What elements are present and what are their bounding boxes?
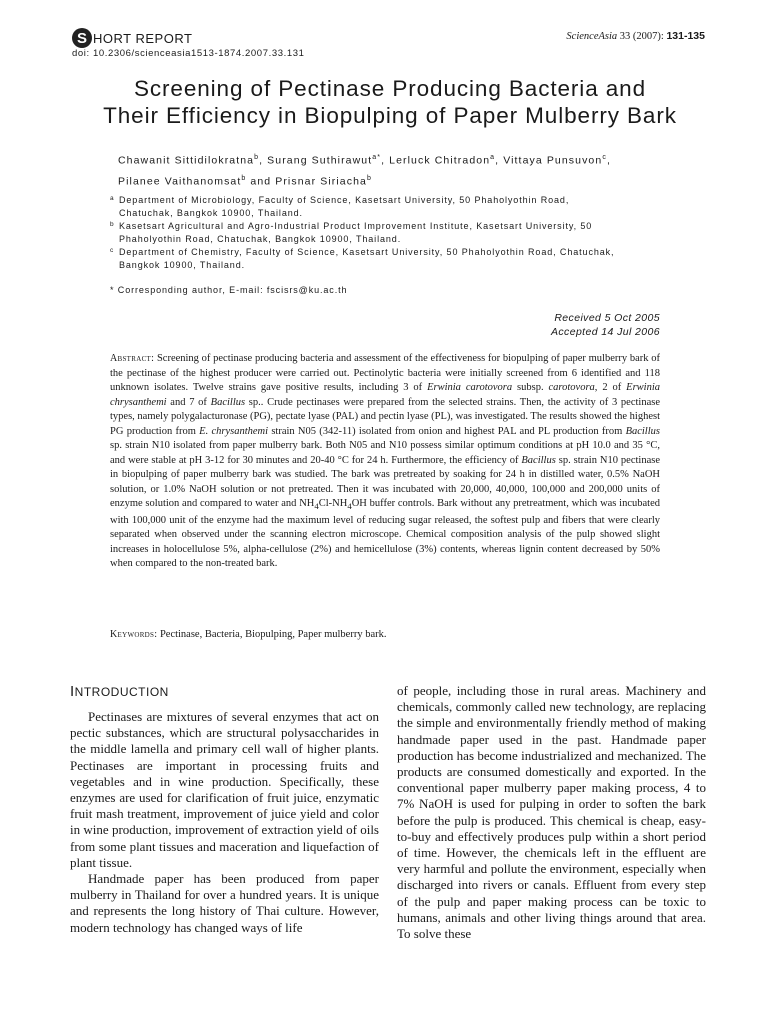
abstract-text: subsp.	[512, 382, 549, 393]
author-affiliation-mark: a	[490, 154, 496, 161]
author-separator: and	[246, 175, 276, 187]
subscript: 4	[347, 501, 352, 512]
affiliation-line: Department of Chemistry, Faculty of Science, Kasetsart University, 50 Phaholyothin Road, Chatuchak,	[119, 247, 615, 257]
affiliation-mark: a	[110, 195, 115, 202]
section-label: HORT REPORT	[93, 30, 193, 46]
abstract-text: sp.. Crude pectinases were prepared from the selected strains. Then, the activity of 3 pectinase types, namely polygalacturonase (PG), pectate lyase (PAL) and pectin lyase (PL), was investigated. The results showed the highest PG production from	[110, 396, 660, 437]
abstract-text: , 2 of	[594, 382, 627, 393]
keywords-label: Keywords:	[110, 629, 158, 640]
doi-link[interactable]: doi: 10.2306/scienceasia1513-1874.2007.33.131	[72, 48, 305, 59]
author-affiliation-mark: a*	[372, 154, 382, 161]
affiliation-mark: c	[110, 247, 115, 254]
heading-text: NTRODUCTION	[74, 685, 169, 699]
author-affiliation-mark: b	[241, 174, 247, 182]
affiliation-line: Kasetsart Agricultural and Agro-Industrial Product Improvement Institute, Kasetsart University, 50	[119, 221, 593, 231]
author-separator: ,	[495, 154, 504, 167]
affiliation-item	[110, 220, 680, 246]
affiliation-mark: b	[110, 221, 115, 228]
species-name: carotovora	[548, 382, 595, 393]
species-name: E. chrysanthemi	[199, 425, 269, 437]
body-column-right	[397, 683, 706, 942]
corresponding-author: * Corresponding author, E-mail: fscisrs@ku.ac.th	[110, 285, 348, 295]
author-separator: ,	[259, 154, 268, 167]
body-paragraph: of people, including those in rural areas. Machinery and chemicals, commonly called new technology, are replacing the simple and environmentally friendly method of making handmade paper used in the past. Handmade paper production has become industrialized and mechanized. The products are consumed domestically and exported. In the conventional paper mulberry paper making process, 4 to 7% NaOH is used for pulping in order to soften the bark before the pulp is produced. This chemical is cheap, easy-to-buy and effectively produces pulp within a short period of time. However, the chemicals left in the effluent are very harmful and pollute the environment, especially when discharged into rivers or canals. Effluent from every step of the pulp and paper making process can be toxic to humans, animals and other living things around that area. To solve these	[397, 683, 706, 942]
accepted-date: Accepted 14 Jul 2006	[551, 326, 660, 338]
journal-volume: 33 (2007):	[617, 31, 667, 42]
author-name: Chawanit Sittidilokratna	[118, 154, 255, 167]
short-report-logo	[72, 27, 304, 49]
affiliation-line: Chatuchak, Bangkok 10900, Thailand.	[119, 208, 303, 218]
abstract-text: sp. strain N10 pectinase in biopulping of paper mulberry bark was studied. The bark was pretreated by soaking for 24 h in distilled water, 0.5% NaOH solution, or 1.0% NaOH solution or not pretreated. Then it was incubated with 20,000, 40,000, 100,000 and 200,000 units of enzyme solution and compared to water and NH	[110, 454, 660, 509]
species-name: Bacillus	[521, 454, 556, 466]
abstract-label: Abstract:	[110, 353, 155, 364]
species-name: Bacillus	[625, 425, 660, 437]
species-name: Bacillus	[210, 396, 246, 408]
author-name: Lerluck Chitradon	[389, 154, 491, 167]
author-name: Prisnar Siriacha	[275, 175, 367, 187]
article-title	[60, 75, 720, 129]
received-date: Received 5 Oct 2005	[554, 312, 660, 324]
abstract-text: sp. strain N10 isolated from paper mulberry bark. Both N05 and N10 possess similar optimum conditions at pH 10.0 and 35 °C, and were stable at pH 3-12 for 30 minutes and 20-40 °C for 24 h. Furthermore, the efficiency of	[110, 440, 660, 466]
author-list	[118, 149, 678, 190]
species-name: Erwinia carotovora	[427, 382, 513, 393]
body-paragraph: Handmade paper has been produced from paper mulberry in Thailand for over a hundred years. It is unique and represents the long history of Thai culture. However, modern technology has changed ways of life	[70, 871, 379, 935]
abstract-text: Screening of pectinase producing bacteria and assessment of the effectiveness for biopulping of paper mulberry bark of the pectinase of the highest producer were carried out. Pectinolytic bacteria were initially screened from 6 identified and 118 unknown isolates. Twelve strains gave positive results, including 3 of	[110, 353, 660, 393]
keywords-text: Pectinase, Bacteria, Biopulping, Paper mulberry bark.	[157, 629, 387, 640]
abstract-text: OH buffer controls. Bark without any pretreatment, which was incubated with 100,000 unit of the enzyme had the maximum level of reducing sugar released, the softest pulp and fibers that were clearly separated when observed under the scanning electron microscope. Chemical composition analysis of the pulp showed slight increases in holocellulose 5%, alpha-cellulose (2%) and hemicellulose (3%) contents, whereas lignin content decreased by 50% when compared to the non-treated bark.	[110, 498, 660, 570]
keywords	[110, 629, 387, 640]
section-heading-introduction	[70, 683, 379, 700]
author-affiliation-mark: b	[254, 154, 260, 161]
subscript: 4	[314, 501, 319, 512]
section-badge-icon: S	[72, 28, 92, 48]
species-name: Erwinia chrysanthemi	[110, 382, 661, 408]
author-separator: ,	[606, 154, 611, 167]
author-name: Surang Suthirawut	[267, 154, 373, 167]
abstract-text: strain N05 (342-11) isolated from onion and highest PAL and PL production from	[268, 425, 626, 437]
author-affiliation-mark: c	[602, 154, 607, 161]
page-range: 131-135	[666, 30, 705, 42]
affiliation-line: Bangkok 10900, Thailand.	[119, 260, 246, 270]
abstract-text: Cl-NH	[318, 498, 348, 509]
report-header	[72, 27, 304, 59]
author-name: Pilanee Vaithanomsat	[118, 175, 242, 187]
abstract	[110, 352, 660, 572]
abstract-text: and 7 of	[166, 396, 211, 408]
title-line-1: Screening of Pectinase Producing Bacteria and	[133, 76, 647, 101]
affiliation-item	[110, 246, 680, 272]
journal-citation	[566, 30, 705, 42]
affiliation-line: Department of Microbiology, Faculty of Science, Kasetsart University, 50 Phaholyothin Road,	[119, 195, 570, 205]
author-affiliation-mark: b	[366, 174, 372, 182]
affiliation-item	[110, 194, 680, 220]
author-name: Vittaya Punsuvon	[503, 154, 603, 167]
journal-name: ScienceAsia	[566, 31, 618, 42]
body-paragraph: Pectinases are mixtures of several enzymes that act on pectic substances, which are structural polysaccharides in the middle lamella and primary cell wall of higher plants. Pectinases are important in processing fruits and vegetables and in wine production. Specifically, these enzymes are used for clarification of fruit juice, enzymatic fruit mash treatment, improvement of juice yield and color in wine production, improvement of extraction yield of oils from some plant tissues and maceration and liquefaction of plant tissue.	[70, 709, 379, 870]
body-column-left	[70, 683, 379, 936]
affiliation-line: Phaholyothin Road, Chatuchak, Bangkok 10900, Thailand.	[119, 234, 402, 244]
affiliation-list	[110, 194, 680, 272]
article-dates	[551, 311, 660, 339]
author-separator: ,	[381, 154, 390, 167]
heading-initial: I	[70, 683, 75, 700]
title-line-2: Their Efficiency in Biopulping of Paper Mulberry Bark	[103, 103, 677, 128]
